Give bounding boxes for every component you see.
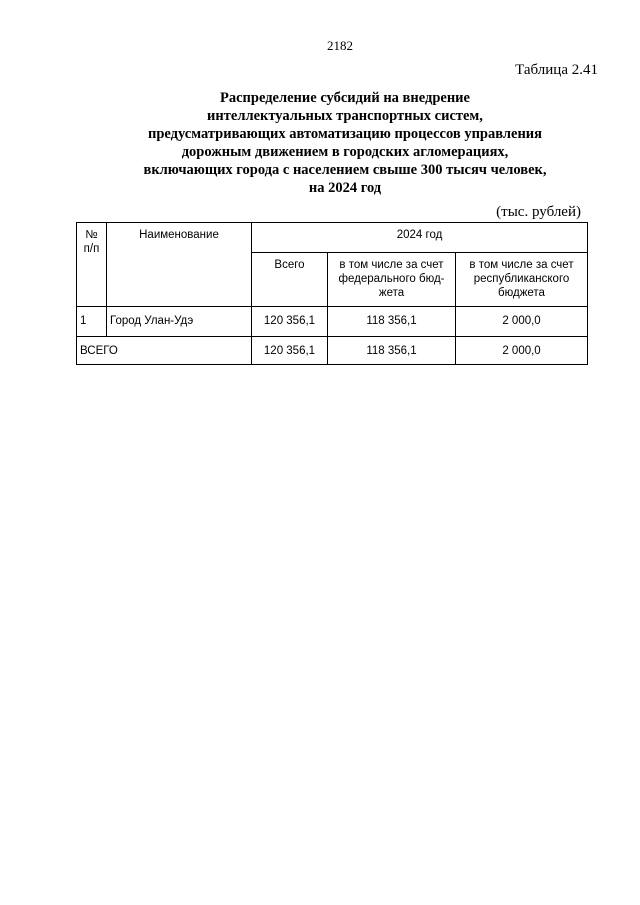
- title-line-5: включающих города с населением свыше 300 тысяч человек,: [143, 162, 547, 178]
- total-total: 120 356,1: [252, 337, 328, 365]
- document-title: [0, 89, 640, 197]
- cell-republic: 2 000,0: [456, 307, 588, 337]
- total-label: ВСЕГО: [77, 337, 252, 365]
- title-line-6: на 2024 год: [308, 180, 382, 196]
- subsidy-table: [76, 222, 588, 365]
- title-line-1: Распределение субсидий на внедрение: [220, 90, 470, 106]
- header-republic: в том числе за счет республиканского бюджета: [456, 253, 588, 307]
- header-total: Всего: [252, 253, 328, 307]
- title-line-4: дорожным движением в городских агломерациях,: [181, 144, 509, 160]
- cell-name: Город Улан-Удэ: [107, 307, 252, 337]
- cell-federal: 118 356,1: [328, 307, 456, 337]
- title-line-2: интеллектуальных транспортных систем,: [207, 108, 483, 124]
- page-number: 2182: [327, 38, 353, 53]
- title-line-3: предусматривающих автоматизацию процессов управления: [147, 126, 543, 142]
- header-name: Наименование: [107, 223, 252, 307]
- table-header-row: [77, 223, 588, 253]
- header-federal: в том числе за счет федерального бюд-жета: [328, 253, 456, 307]
- header-year-group: 2024 год: [252, 223, 588, 253]
- units-label: (тыс. рублей): [496, 204, 581, 220]
- table-total-row: [77, 337, 588, 365]
- total-republic: 2 000,0: [456, 337, 588, 365]
- header-number: № п/п: [77, 223, 107, 307]
- table-row: [77, 307, 588, 337]
- cell-total: 120 356,1: [252, 307, 328, 337]
- total-federal: 118 356,1: [328, 337, 456, 365]
- cell-number: 1: [77, 307, 107, 337]
- table-label: Таблица 2.41: [515, 62, 598, 78]
